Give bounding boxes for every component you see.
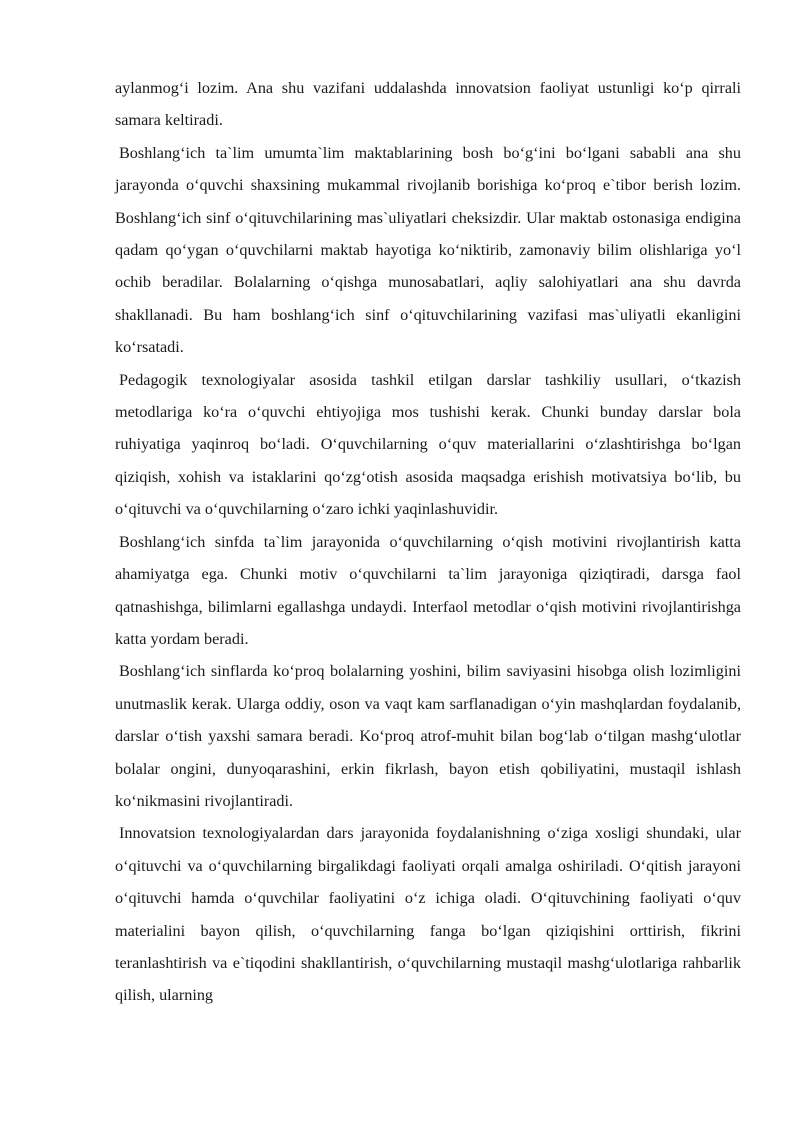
paragraph-innovative-technologies: Innovatsion texnologiyalardan dars jarayonida foydalanishning o‘ziga xosligi shundaki, ular o‘qituvchi va o‘quvchilarning birgalikdagi faoliyati orqali amalga oshiriladi. O‘qitish jarayoni o‘qituvchi hamda o‘quvchilar faoliyatini o‘z ichiga oladi. O‘qituvchining faoliyati o‘quv materialini bayon qilish, o‘quvchilarning fanga bo‘lgan qiziqishini orttirish, fikrini teranlashtirish va e`tiqodini shakllantirish, o‘quvchilarning mustaqil mashg‘ulotlariga rahbarlik qilish, ularning <box>115 824 741 1005</box>
paragraph-age-considerations: Boshlang‘ich sinflarda ko‘proq bolalarning yoshini, bilim saviyasini hisobga olish lozimligini unutmaslik kerak. Ularga oddiy, oson va vaqt kam sarflanadigan o‘yin mashqlardan foydalanib, darslar o‘tish yaxshi samara beradi. Ko‘proq atrof-muhit bilan bog‘lab o‘tilgan mashg‘ulotlar bolalar ongini, dunyoqarashini, erkin fikrlash, bayon etish qobiliyatini, mustaqil ishlash ko‘nikmasini rivojlantiradi. <box>115 662 741 810</box>
paragraph-continuation: aylanmog‘i lozim. Ana shu vazifani uddalashda innovatsion faoliyat ustunligi ko‘p qirrali samara keltiradi. <box>115 79 741 130</box>
document-page <box>115 72 741 1012</box>
paragraph-primary-education: Boshlang‘ich ta`lim umumta`lim maktablarining bosh bo‘g‘ini bo‘lgani sababli ana shu jarayonda o‘quvchi shaxsining mukammal rivojlanib borishiga ko‘proq e`tibor berish lozim. Boshlang‘ich sinf o‘qituvchilarining mas`uliyatlari cheksizdir. Ular maktab ostonasiga endigina qadam qo‘ygan o‘quvchilarni maktab hayotiga ko‘niktirib, zamonaviy bilim olishlariga yo‘l ochib beradilar. Bolalarning o‘qishga munosabatlari, aqliy salohiyatlari ana shu davrda shakllanadi. Bu ham boshlang‘ich sinf o‘qituvchilarining vazifasi mas`uliyatli ekanligini ko‘rsatadi. <box>115 143 741 357</box>
paragraph-reading-motivation: Boshlang‘ich sinfda ta`lim jarayonida o‘quvchilarning o‘qish motivini rivojlantirish katta ahamiyatga ega. Chunki motiv o‘quvchilarni ta`lim jarayoniga qiziqtiradi, darsga faol qatnashishga, bilimlarni egallashga undaydi. Interfaol metodlar o‘qish motivini rivojlantirishga katta yordam beradi. <box>115 532 741 648</box>
paragraph-pedagogical-technologies: Pedagogik texnologiyalar asosida tashkil etilgan darslar tashkiliy usullari, o‘tkazish metodlariga ko‘ra o‘quvchi ehtiyojiga mos tushishi kerak. Chunki bunday darslar bola ruhiyatiga yaqinroq bo‘ladi. O‘quvchilarning o‘quv materiallarini o‘zlashtirishga bo‘lgan qiziqish, xohish va istaklarini qo‘zg‘otish asosida maqsadga erishish motivatsiya bo‘lib, bu o‘qituvchi va o‘quvchilarning o‘zaro ichki yaqinlashuvidir. <box>115 370 741 519</box>
